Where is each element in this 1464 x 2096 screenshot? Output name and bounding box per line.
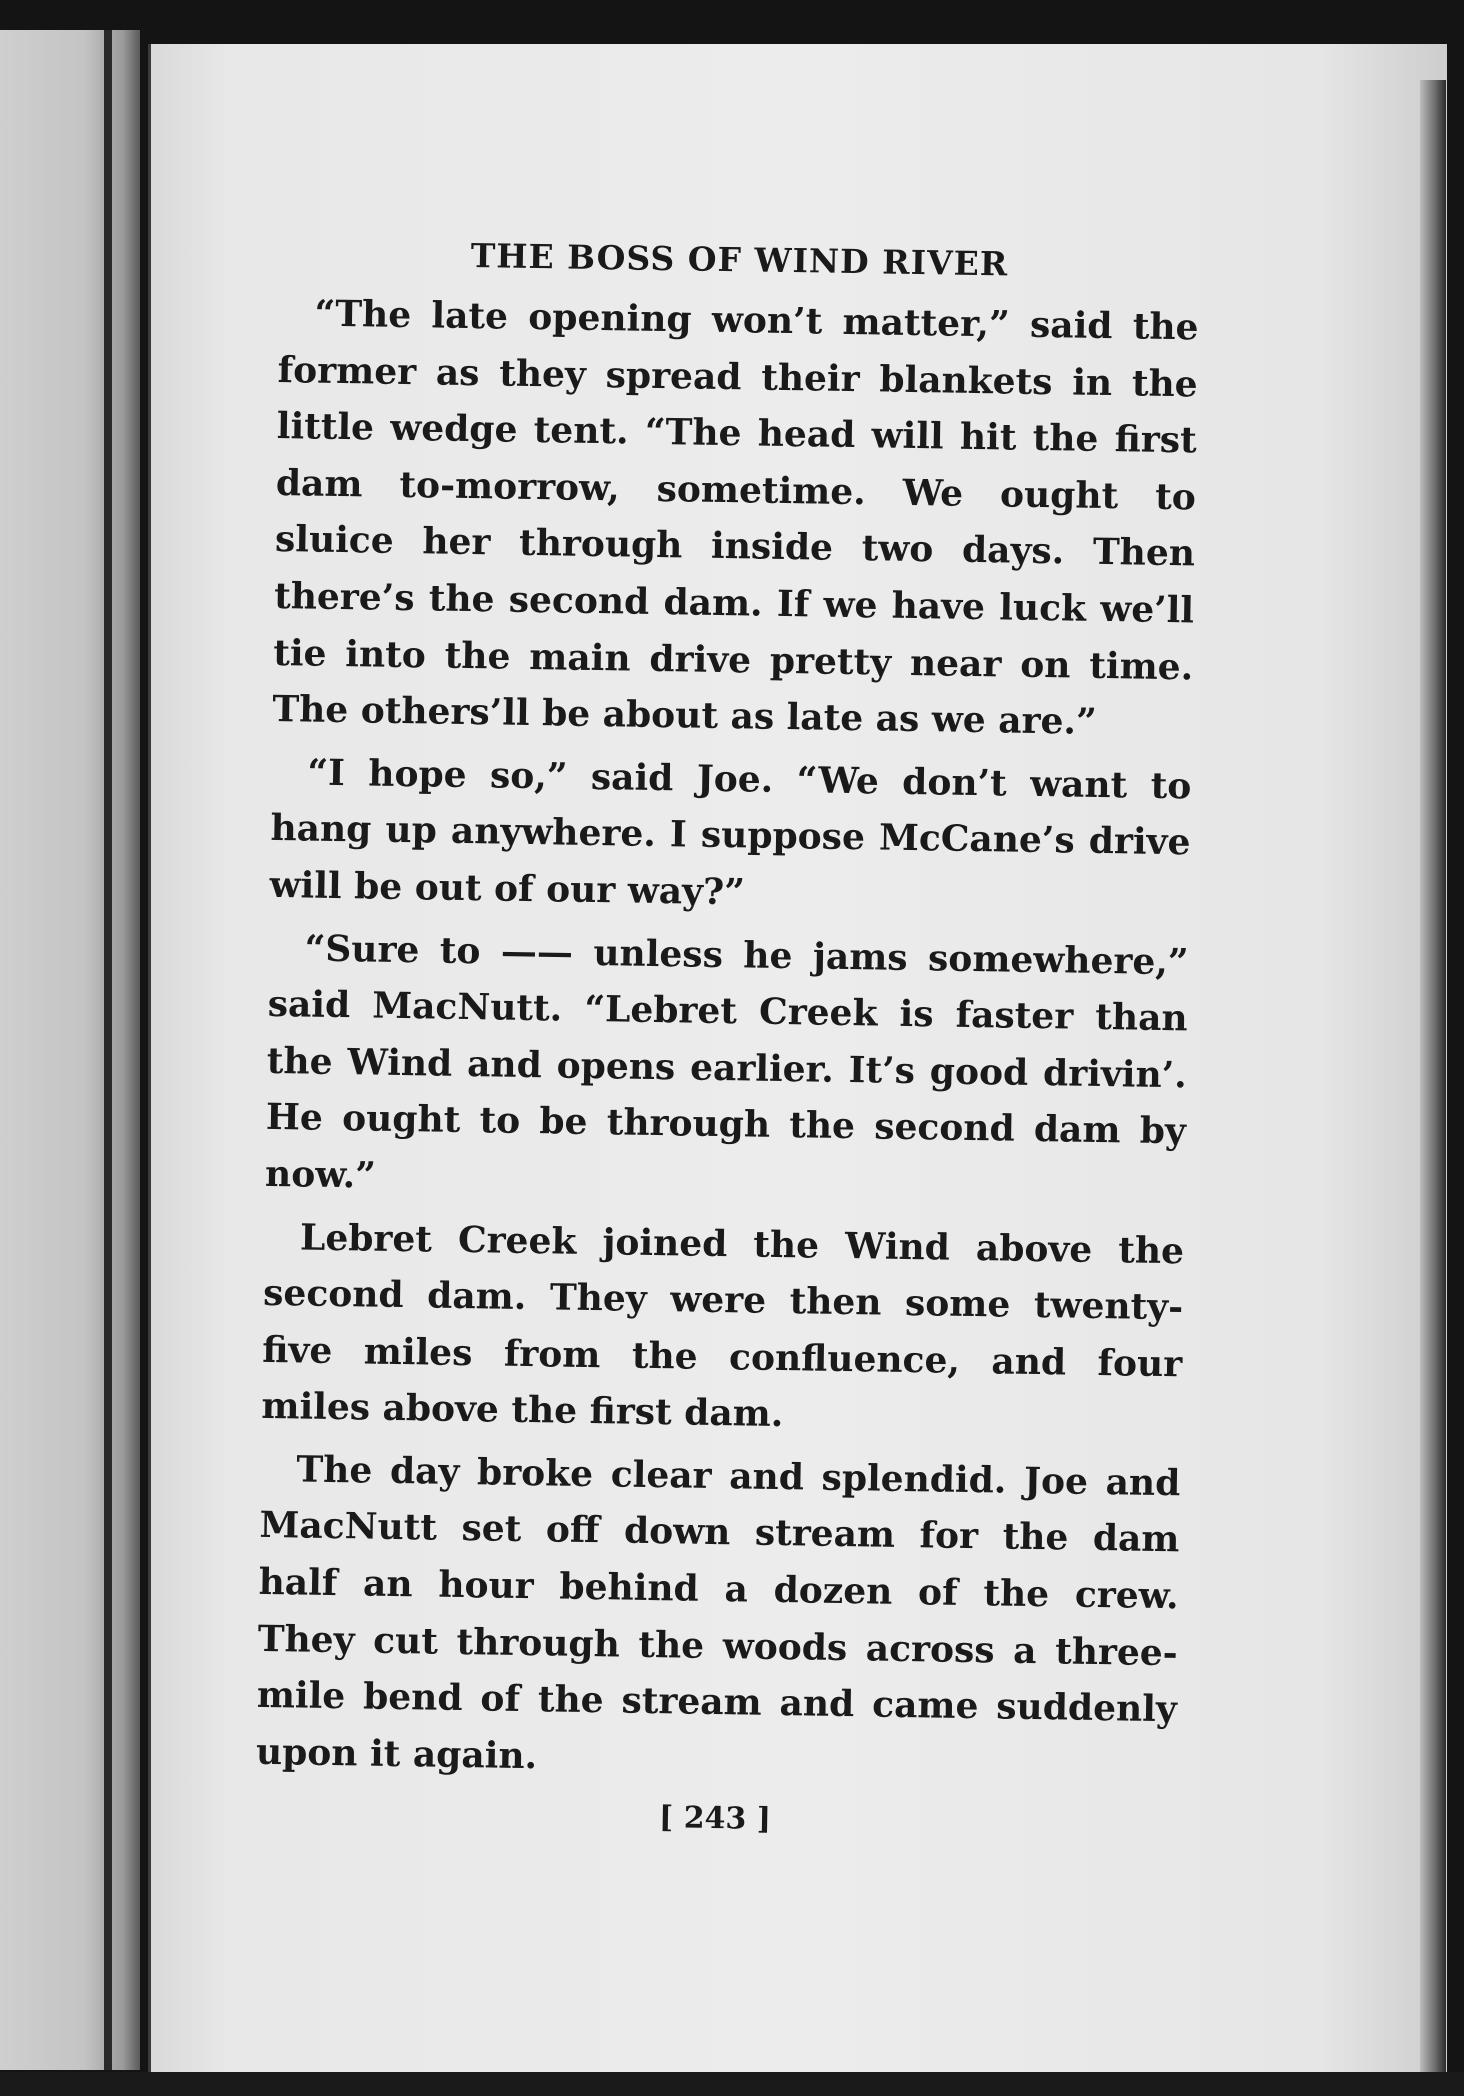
page-text-block [255,225,1200,1847]
paragraph: “The late opening won’t matter,” said the former as they spread their blankets in the little wedge tent. “The head will hit the first dam to-morrow, sometime. We ought to sluice her through inside two days. Then there’s the second dam. If we have luck we’ll tie into the main drive pretty near on time. The others’ll be about as late as we are.” [272,292,1199,744]
book-spine-edge [104,30,112,2070]
scan-bottom-border [0,2072,1464,2096]
paragraph: The day broke clear and splendid. Joe and MacNutt set off down stream for the dam half an hour behind a dozen of the crew. They cut through the woods across a three-mile bend of the stream and came suddenly upon it again. [255,1448,1181,1778]
paragraph: “Sure to —— unless he jams somewhere,” said MacNutt. “Lebret Creek is faster than the Wind and opens earlier. It’s good drivin’. He ought to be through the second dam by now.” [264,927,1189,1197]
paragraph: Lebret Creek joined the Wind above the second dam. They were then some twenty-five miles from the confluence, and four miles above the first dam. [261,1215,1185,1436]
page-right-edge [1420,80,1446,2080]
paragraph: “I hope so,” said Joe. “We don’t want to hang up anywhere. I suppose McCane’s drive will be out of our way?” [269,751,1192,914]
left-page-margin [0,30,140,2070]
running-head: THE BOSS OF WIND RIVER [470,236,1009,284]
page-number: [ 243 ] [658,1800,772,1838]
